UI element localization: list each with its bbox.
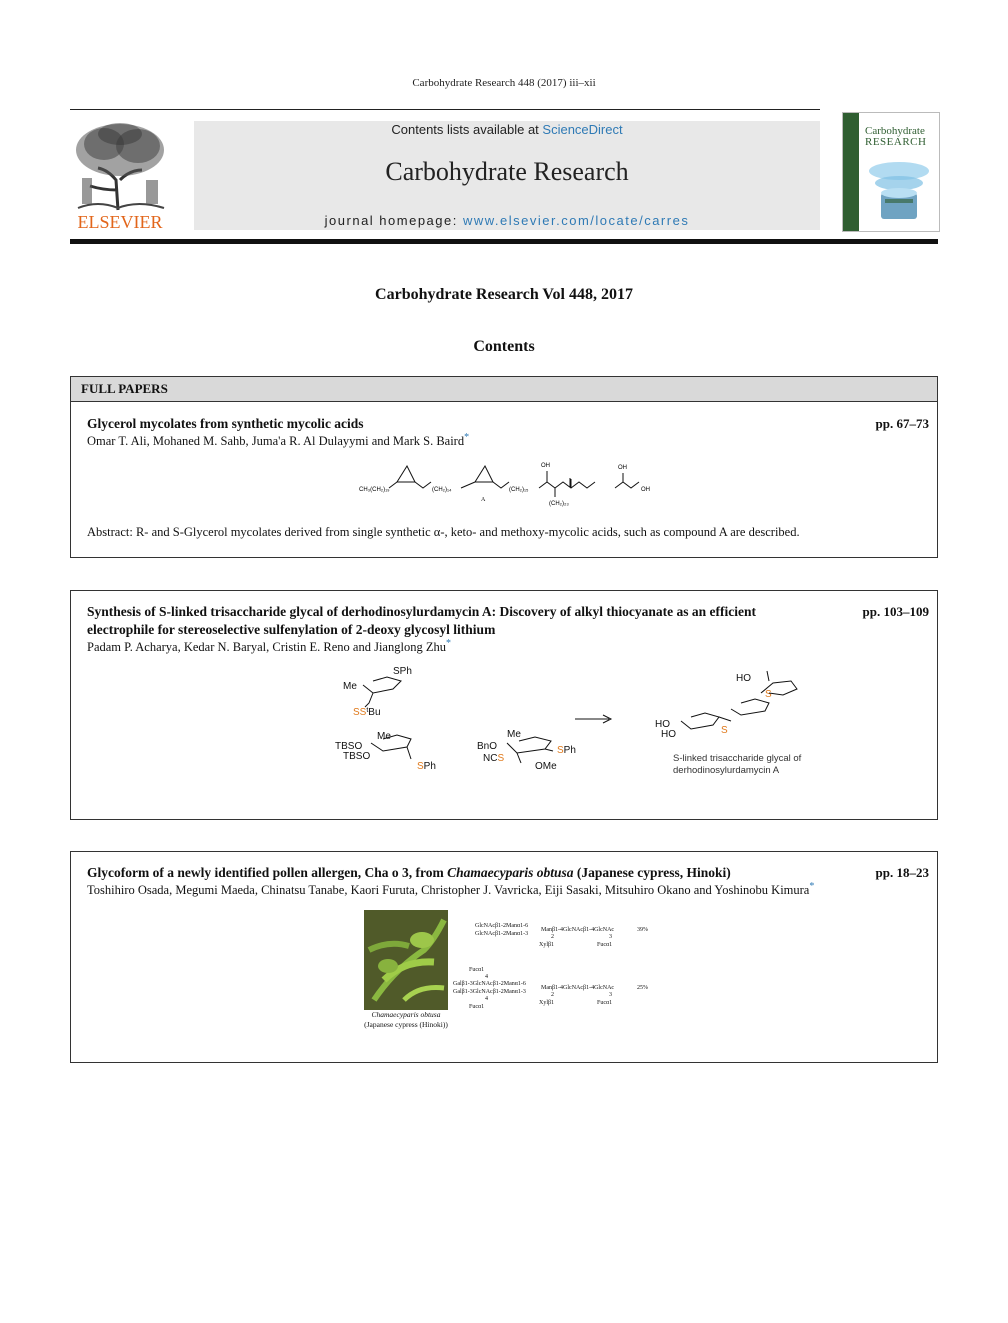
corresponding-author-star[interactable]: *: [445, 638, 451, 649]
entry-card-2: [70, 590, 938, 820]
fig2-ome: OMe: [535, 761, 557, 772]
fig2-sph-left: [417, 761, 436, 772]
entry-authors: [87, 638, 451, 655]
photo-caption-species: Chamaecyparis obtusa: [371, 1010, 441, 1019]
fig2-s-top: S: [765, 689, 772, 700]
elsevier-wordmark: ELSEVIER: [77, 212, 163, 232]
fig2-sph-mid-s: S: [557, 745, 564, 756]
entry-pages: pp. 103–109: [862, 604, 929, 619]
fig2-sph-left-ph: Ph: [423, 761, 436, 772]
entry-card-1: [70, 376, 938, 558]
entry-pages: pp. 67–73: [875, 416, 929, 431]
fig2-ho-top: HO: [736, 673, 751, 684]
glycan1-branch2: GlcNAcβ1-2Manα1-3: [475, 931, 529, 937]
fig2-sph-mid-ph: Ph: [563, 745, 576, 756]
journal-cover-thumbnail[interactable]: [842, 112, 940, 232]
entry-title[interactable]: Glycerol mycolates from synthetic mycolic acids: [87, 416, 364, 431]
fig2-s-mid: S: [721, 725, 728, 736]
fig1-side-chain: (CH₂)₂₃: [549, 501, 569, 507]
glycan2-n2: 2: [551, 992, 554, 998]
homepage-prefix: journal homepage:: [324, 213, 463, 228]
fig1-oh-bottom: OH: [618, 465, 627, 471]
title-prefix: Glycoform of a newly identified pollen allergen, Cha o 3, from: [87, 865, 448, 880]
mycolate-structure-figure: [359, 451, 659, 511]
glycan2-bot-4: 4: [485, 996, 488, 1002]
title-species: Chamaecyparis obtusa: [447, 865, 574, 880]
fig2-me-top: Me: [343, 681, 357, 692]
fig2-ncs-nc: NC: [483, 753, 498, 764]
glycan1-n3: 3: [609, 934, 612, 940]
elsevier-tree-icon: [68, 120, 172, 212]
glycan2-bot-fuc: Fucα1: [469, 1004, 485, 1010]
authors-text: Omar T. Ali, Mohaned M. Sahb, Juma'a R. Al Dulayymi and Mark S. Baird: [87, 434, 465, 449]
trisaccharide-scheme-figure: [261, 663, 802, 793]
entry-authors: [87, 881, 814, 898]
available-prefix: Contents lists available at: [391, 122, 543, 137]
journal-homepage: [194, 213, 820, 228]
journal-title: Carbohydrate Research: [385, 157, 629, 186]
fig1-oh-right: OH: [641, 487, 650, 493]
fig2-ncs: [483, 753, 504, 764]
glycan2-n3: 3: [609, 992, 612, 998]
cover-art-icon: [861, 157, 937, 227]
fig2-bno: BnO: [477, 741, 498, 752]
fig1-mid-chain1: (CH₂)₁₄: [432, 487, 452, 493]
fig2-ncs-s: S: [497, 753, 505, 764]
glycan2-xyl: Xylβ1: [539, 1000, 555, 1006]
glycan2-core: Manβ1-4GlcNAcβ1-4GlcNAc: [541, 985, 615, 991]
fig1-mid-chain2: (CH₂)₁₅: [509, 487, 529, 493]
corresponding-author-star[interactable]: *: [464, 432, 470, 443]
entry-authors: [87, 432, 469, 449]
glycan1-percent: 39%: [637, 927, 648, 933]
volume-title: Carbohydrate Research Vol 448, 2017: [375, 286, 633, 303]
fig2-sstbu-t: t: [366, 707, 369, 714]
cover-title-line1: Carbohydrate: [865, 125, 925, 137]
fig2-sph-top: SPh: [393, 666, 412, 677]
glycan2-top-4: 4: [485, 974, 488, 980]
fig2-me-mid: Me: [507, 729, 521, 740]
glycan1-core: Manβ1-4GlcNAcβ1-4GlcNAc: [541, 927, 615, 933]
glycan1-branch1: GlcNAcβ1-2Manα1-6: [475, 923, 529, 929]
fig2-sph-mid: [557, 745, 576, 756]
sciencedirect-link[interactable]: ScienceDirect: [542, 122, 623, 137]
fig1-compound-label: A: [481, 497, 486, 503]
entry-title[interactable]: [87, 864, 731, 882]
fig2-sstbu: [353, 707, 381, 718]
glycan1-n2: 2: [551, 934, 554, 940]
cypress-photo: [364, 910, 448, 1010]
authors-text: Padam P. Acharya, Kedar N. Baryal, Cristin E. Reno and Jianglong Zhu: [87, 640, 446, 655]
running-head: Carbohydrate Research 448 (2017) iii–xii: [412, 77, 596, 89]
entry-title-line1[interactable]: Synthesis of S-linked trisaccharide glycal of derhodinosylurdamycin A: Discovery of alkyl thiocyanate as an efficient: [87, 604, 756, 619]
cover-spine: [843, 113, 859, 231]
fig2-ho2: HO: [661, 729, 676, 740]
title-suffix: (Japanese cypress, Hinoki): [573, 865, 731, 880]
cover-title-line2: RESEARCH: [865, 136, 927, 148]
glycan2-branch2: Galβ1-3GlcNAcβ1-2Manα1-3: [453, 989, 526, 995]
journal-header: [194, 121, 820, 230]
contents-title: Contents: [473, 338, 535, 355]
section-header: FULL PAPERS: [71, 377, 937, 402]
header-rule: [70, 109, 820, 110]
header-thick-rule: [70, 239, 938, 244]
glycan2-percent: 25%: [637, 985, 648, 991]
elsevier-logo[interactable]: [66, 120, 174, 232]
photo-caption-common: (Japanese cypress (Hinoki)): [364, 1020, 448, 1029]
corresponding-author-star[interactable]: *: [809, 881, 815, 892]
entry-title-line2[interactable]: electrophile for stereoselective sulfenylation of 2-deoxy glycosyl lithium: [87, 622, 496, 637]
contents-available: [194, 122, 820, 137]
fig1-oh-top: OH: [541, 463, 550, 469]
homepage-link[interactable]: www.elsevier.com/locate/carres: [462, 213, 690, 228]
glycan2-fuc: Fucα1: [597, 1000, 613, 1006]
fig2-me-left: Me: [377, 731, 391, 742]
fig2-sstbu-bu: Bu: [368, 707, 381, 718]
fig2-ho1: HO: [655, 719, 670, 730]
fig2-sstbu-s: SS: [353, 707, 367, 718]
entry-pages: pp. 18–23: [875, 865, 929, 880]
fig2-caption1: S-linked trisaccharide glycal of: [673, 753, 802, 764]
fig1-left-chain: CH₃(CH₂)₁₉: [359, 487, 390, 493]
fig2-caption2: derhodinosylurdamycin A: [673, 765, 780, 776]
glycan1-xyl: Xylβ1: [539, 942, 555, 948]
entry-card-3: [70, 851, 938, 1063]
entry-abstract: Abstract: R- and S-Glycerol mycolates derived from single synthetic α-, keto- and methoxy-mycolic acids, such as compound A are described.: [87, 525, 800, 539]
glycan-structures-figure: [451, 918, 671, 1018]
authors-text: Toshihiro Osada, Megumi Maeda, Chinatsu Tanabe, Kaori Furuta, Christopher J. Vavricka, Eiji Sasaki, Mitsuhiro Okano and Yoshinobu Kimura: [87, 883, 810, 898]
glycan2-branch1: Galβ1-3GlcNAcβ1-2Manα1-6: [453, 981, 526, 987]
fig2-tbso2: TBSO: [343, 751, 371, 762]
fig2-sph-left-s: S: [417, 761, 424, 772]
glycan2-top-fuc: Fucα1: [469, 967, 485, 973]
glycan1-fuc: Fucα1: [597, 942, 613, 948]
fig2-tbso1: TBSO: [335, 741, 363, 752]
